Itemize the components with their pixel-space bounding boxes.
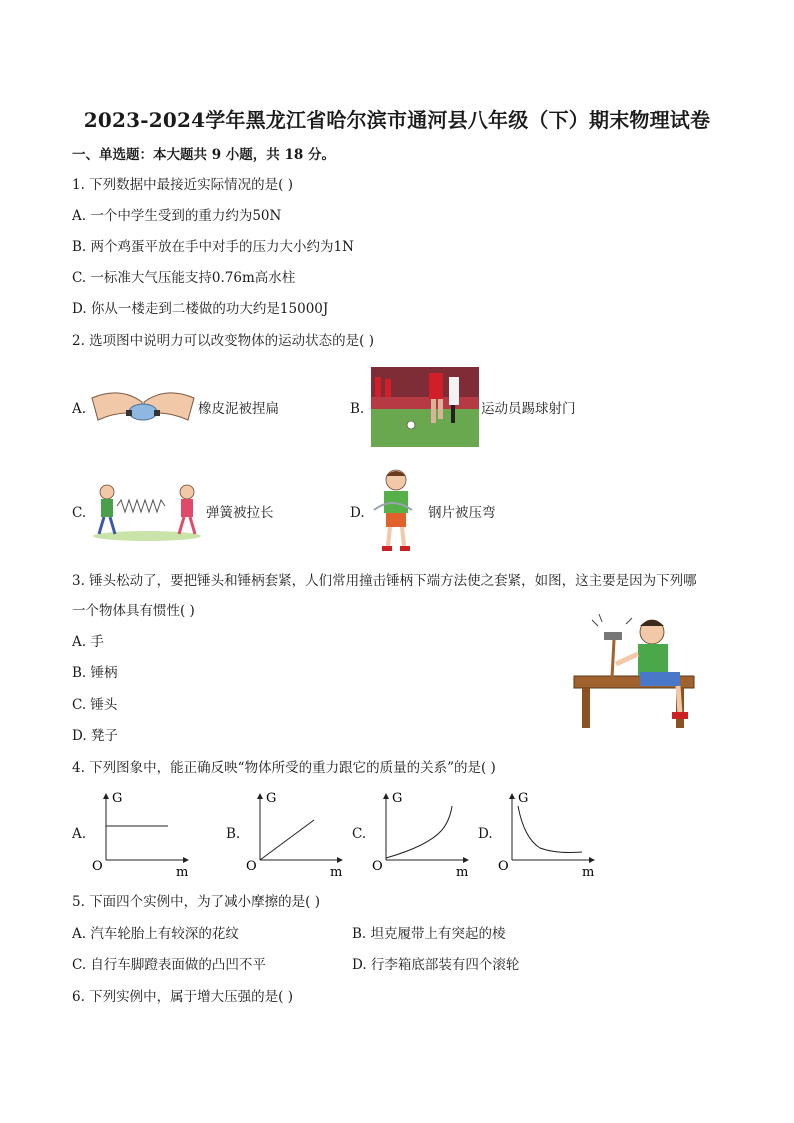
graph-c-y-label: G xyxy=(392,791,403,806)
question-2-option-c-letter: C. xyxy=(72,505,87,521)
graph-a xyxy=(88,788,192,880)
question-4-stem: 4. 下列图象中，能正确反映“物体所受的重力跟它的质量的关系”的是( ) xyxy=(72,760,496,776)
question-3-option-b: B. 锤柄 xyxy=(72,665,118,681)
graph-d-x-label: m xyxy=(582,865,595,880)
question-5-option-c: C. 自行车脚蹬表面做的凸凹不平 xyxy=(72,957,266,973)
clay-squeeze-image xyxy=(90,384,196,434)
graph-b-x-label: m xyxy=(330,865,343,880)
steel-bend-image xyxy=(368,466,424,554)
question-2-stem: 2. 选项图中说明力可以改变物体的运动状态的是( ) xyxy=(72,333,374,349)
graph-a-y-label: G xyxy=(112,791,123,806)
graph-b-y-label: G xyxy=(266,791,277,806)
question-6-stem: 6. 下列实例中，属于增大压强的是( ) xyxy=(72,989,293,1005)
question-3-stem-line-2: 一个物体具有惯性( ) xyxy=(72,603,195,619)
question-2-option-d-text: 钢片被压弯 xyxy=(428,505,496,521)
graph-b xyxy=(242,788,346,880)
question-5-stem: 5. 下面四个实例中，为了减小摩擦的是( ) xyxy=(72,894,320,910)
graph-c-x-label: m xyxy=(456,865,469,880)
question-4-option-b-letter: B. xyxy=(226,826,241,842)
graph-c xyxy=(368,788,472,880)
question-4-option-d-letter: D. xyxy=(478,826,493,842)
question-2-option-c-text: 弹簧被拉长 xyxy=(206,505,274,521)
question-4-option-c-letter: C. xyxy=(352,826,367,842)
question-4-option-a-letter: A. xyxy=(72,826,87,842)
graph-a-x-label: m xyxy=(176,865,189,880)
question-3-option-a: A. 手 xyxy=(72,634,104,650)
soccer-kick-photo xyxy=(371,367,479,447)
question-2-option-b-text: 运动员踢球射门 xyxy=(481,401,576,417)
question-3-option-d: D. 凳子 xyxy=(72,728,118,744)
question-2-option-a-text: 橡皮泥被捏扁 xyxy=(198,401,279,417)
question-1-option-a: A. 一个中学生受到的重力约为50N xyxy=(72,208,282,224)
question-1-option-d: D. 你从一楼走到二楼做的功大约是15000J xyxy=(72,301,329,317)
question-1-option-c: C. 一标准大气压能支持0.76m高水柱 xyxy=(72,270,296,286)
page-title: 2023-2024学年黑龙江省哈尔滨市通河县八年级（下）期末物理试卷 xyxy=(83,108,711,132)
spring-stretch-image xyxy=(91,478,203,542)
question-3-stem-line-1: 3. 锤头松动了，要把锤头和锤柄套紧，人们常用撞击锤柄下端方法使之套紧，如图，这主要是因为下列哪 xyxy=(72,573,697,589)
graph-a-origin: O xyxy=(92,859,103,874)
question-1-option-b: B. 两个鸡蛋平放在手中对手的压力大小约为1N xyxy=(72,239,354,255)
graph-d-origin: O xyxy=(498,859,509,874)
question-2-option-d-letter: D. xyxy=(350,505,365,521)
question-5-option-a: A. 汽车轮胎上有较深的花纹 xyxy=(72,926,239,942)
question-2-option-b-letter: B. xyxy=(350,401,365,417)
section-heading: 一、单选题：本大题共 9 小题，共 18 分。 xyxy=(72,147,335,163)
graph-d xyxy=(494,788,598,880)
graph-b-origin: O xyxy=(246,859,257,874)
question-5-option-b: B. 坦克履带上有突起的棱 xyxy=(352,926,506,942)
question-2-option-a-letter: A. xyxy=(72,401,87,417)
question-1-stem: 1. 下列数据中最接近实际情况的是( ) xyxy=(72,177,293,193)
question-5-option-d: D. 行李箱底部装有四个滚轮 xyxy=(352,957,520,973)
hammer-bench-image xyxy=(568,610,704,734)
question-3-option-c: C. 锤头 xyxy=(72,697,118,713)
graph-d-y-label: G xyxy=(518,791,529,806)
graph-c-origin: O xyxy=(372,859,383,874)
